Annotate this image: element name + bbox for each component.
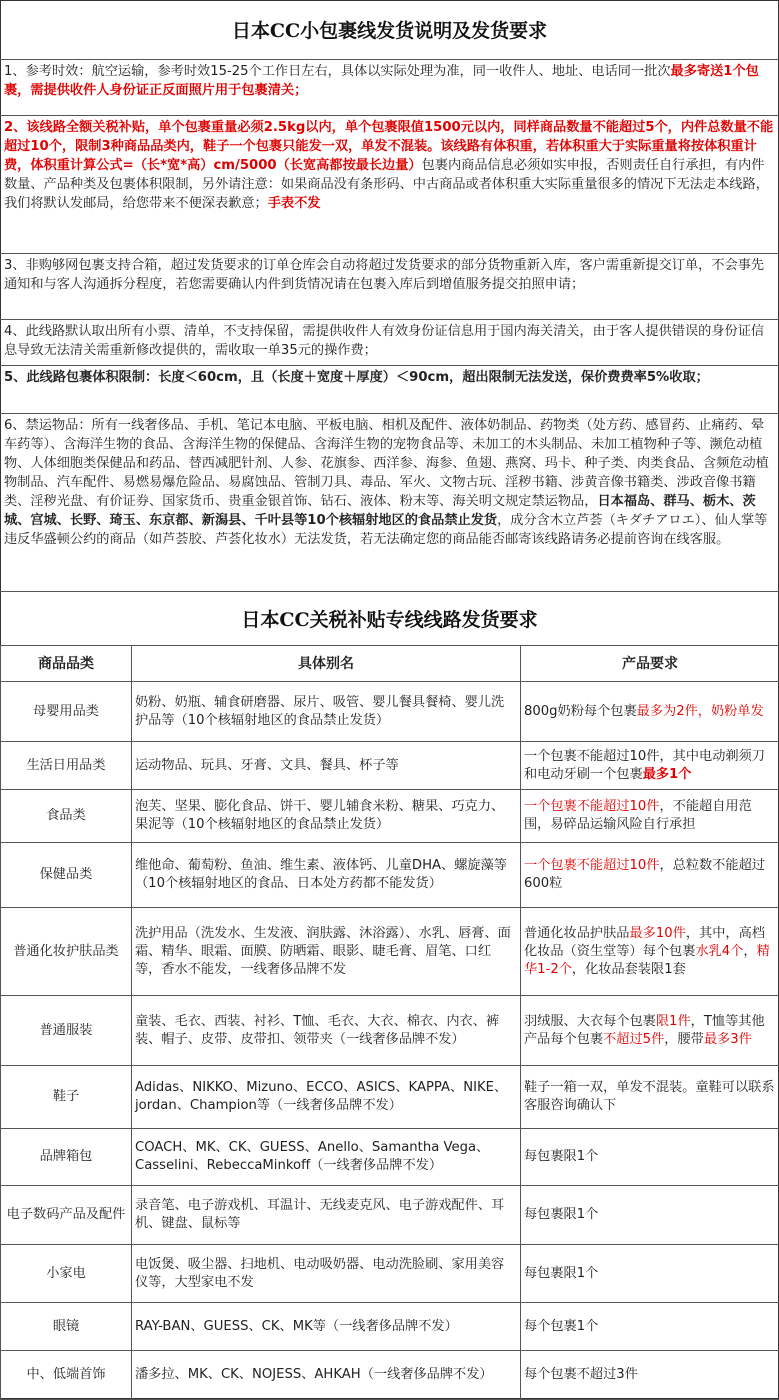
- notice-item-6: [0, 414, 779, 592]
- alias-cell: 洗护用品（洗发水、生发液、润肤露、沐浴露）、水乳、唇膏、面霜、精华、眼霜、面膜、防晒霜、眼影、睫毛膏、眉笔、口红等，香水不能发，一线奢侈品牌不发: [132, 908, 521, 996]
- requirement-cell: 一个包裹不能超过10件，总粒数不能超过600粒: [521, 843, 779, 908]
- alias-cell: 奶粉、奶瓶、辅食研磨器、尿片、吸管、婴儿餐具餐椅、婴儿洗护品等（10个核辐射地区的食品禁止发货）: [132, 682, 521, 742]
- shipping-requirements-table: [0, 645, 779, 1400]
- alias-cell: 童装、毛衣、西装、衬衫、T恤、毛衣、大衣、棉衣、内衣、裤装、帽子、皮带、皮带扣、领带夹（一线奢侈品牌不发）: [132, 996, 521, 1066]
- category-cell: 保健品类: [1, 843, 132, 908]
- table-row: [1, 1186, 779, 1245]
- category-cell: 普通化妆护肤品类: [1, 908, 132, 996]
- notice-title-text: 日本CC小包裹线发货说明及发货要求: [232, 16, 547, 43]
- category-cell: 食品类: [1, 790, 132, 843]
- notice-title: [0, 0, 779, 60]
- notice-item-1: [0, 60, 779, 116]
- alias-cell: 维他命、葡萄粉、鱼油、维生素、液体钙、儿童DHA、螺旋藻等（10个核辐射地区的食品、日本处方药都不能发货）: [132, 843, 521, 908]
- table-row: [1, 1066, 779, 1129]
- category-cell: 眼镜: [1, 1303, 132, 1351]
- table-row: [1, 1245, 779, 1303]
- table-row: [1, 996, 779, 1066]
- table-row: [1, 1303, 779, 1351]
- notice-item-text: 2、该线路全额关税补贴，单个包裹重量必须2.5kg以内，单个包裹限值1500元以内，同样商品数量不能超过5个，内件总数量不能超过10个，限制3种商品品类内，鞋子一个包裹只能发一双，单发不混装。该线路有体积重，若体积重大于实际重量将按体积重计费，体积重计算公式=（长*宽*高）cm/5000（长宽高都按最长边量）包裹内商品信息必须如实申报，否则责任自行承担，有内件数量、产品种类及包裹体积限制，另外请注意：如果商品没有条形码、中古商品或者体积重大实际重量很多的情况下无法走本线路，我们将默认发邮局，给您带来不便深表歉意；手表不发: [0, 116, 779, 213]
- header-category: 商品品类: [1, 646, 132, 682]
- requirement-cell: 每包裹限1个: [521, 1129, 779, 1186]
- notice-item-3: [0, 254, 779, 320]
- alias-cell: 电饭煲、吸尘器、扫地机、电动吸奶器、电动洗脸刷、家用美容仪等，大型家电不发: [132, 1245, 521, 1303]
- header-alias: 具体别名: [132, 646, 521, 682]
- category-cell: 中、低端首饰: [1, 1351, 132, 1400]
- table-row: [1, 790, 779, 843]
- alias-cell: 潘多拉、MK、CK、NOJESS、AHKAH（一线奢侈品牌不发）: [132, 1351, 521, 1400]
- notice-item-text: 5、此线路包裹体积限制：长度＜60cm，且（长度＋宽度＋厚度）＜90cm，超出限制无法发送，保价费费率5%收取；: [0, 366, 779, 387]
- notice-item-text: 4、此线路默认取出所有小票、清单，不支持保留，需提供收件人有效身份证信息用于国内海关清关，由于客人提供错误的身份证信息导致无法清关需重新修改提供的，需收取一单35元的操作费；: [0, 320, 779, 360]
- table-row: [1, 1351, 779, 1400]
- table-row: [1, 682, 779, 742]
- notice-item-text: 6、禁运物品：所有一线奢侈品、手机、笔记本电脑、平板电脑、相机及配件、液体奶制品、药物类（处方药、感冒药、止痛药、晕车药等）、含海洋生物的食品、含海洋生物的保健品、含海洋生物的宠物食品等、未加工的木头制品、未加工植物种子等、濒危动植物、人体细胞类保健品和药品、替西减肥针剂、人参、花旗参、西洋参、海参、鱼翅、燕窝、玛卡、种子类、肉类食品、含频危动植物制品、汽车配件、易燃易爆危险品、易腐蚀品、管制刀具、毒品、军火、文物古玩、淫秽书籍、涉黄音像书籍类、涉政音像书籍类、淫秽光盘、有价证券、国家货币、贵重金银首饰、钻石、液体、粉末等、海关明文规定禁运物品，日本福岛、群马、栃木、茨城、宫城、长野、琦玉、东京都、新潟县、千叶县等10个核辐射地区的食品禁止发货，成分含木立芦荟（キダチアロエ）、仙人掌等违反华盛顿公约的商品（如芦荟胶、芦荟化妆水）无法发货，若无法确定您的商品能否邮寄该线路请务必提前咨询在线客服。: [0, 414, 779, 549]
- notice-item-text: 1、参考时效：航空运输，参考时效15-25个工作日左右，具体以实际处理为准，同一收件人、地址、电话同一批次最多寄送1个包裹，需提供收件人身份证正反面照片用于包裹清关；: [0, 60, 779, 100]
- requirement-cell: 每个包裹不超过3件: [521, 1351, 779, 1400]
- category-cell: 电子数码产品及配件: [1, 1186, 132, 1245]
- requirement-cell: 每包裹限1个: [521, 1186, 779, 1245]
- table-row: [1, 742, 779, 790]
- requirement-cell: 每个包裹1个: [521, 1303, 779, 1351]
- notice-item-2: [0, 116, 779, 254]
- alias-cell: Adidas、NIKKO、Mizuno、ECCO、ASICS、KAPPA、NIKE、jordan、Champion等（一线奢侈品牌不发）: [132, 1066, 521, 1129]
- requirement-cell: 羽绒服、大衣每个包裹限1件，T恤等其他产品每个包裹不超过5件，腰带最多3件: [521, 996, 779, 1066]
- table-title: [0, 592, 779, 645]
- category-cell: 母婴用品类: [1, 682, 132, 742]
- alias-cell: 运动物品、玩具、牙膏、文具、餐具、杯子等: [132, 742, 521, 790]
- alias-cell: RAY-BAN、GUESS、CK、MK等（一线奢侈品牌不发）: [132, 1303, 521, 1351]
- table-title-text: 日本CC关税补贴专线线路发货要求: [241, 605, 537, 632]
- alias-cell: COACH、MK、CK、GUESS、Anello、Samantha Vega、Casselini、RebeccaMinkoff（一线奢侈品牌不发）: [132, 1129, 521, 1186]
- requirement-cell: 鞋子一箱一双，单发不混装。童鞋可以联系客服咨询确认下: [521, 1066, 779, 1129]
- category-cell: 生活日用品类: [1, 742, 132, 790]
- category-cell: 小家电: [1, 1245, 132, 1303]
- table-header-row: [1, 646, 779, 682]
- requirement-cell: 普通化妆品护肤品最多10件，其中，高档化妆品（资生堂等）每个包裹水乳4个，精华1-2个，化妆品套装限1套: [521, 908, 779, 996]
- requirement-cell: 800g奶粉每个包裹最多为2件，奶粉单发: [521, 682, 779, 742]
- table-row: [1, 843, 779, 908]
- category-cell: 品牌箱包: [1, 1129, 132, 1186]
- category-cell: 鞋子: [1, 1066, 132, 1129]
- table-row: [1, 908, 779, 996]
- notice-item-text: 3、非购够网包裹支持合箱，超过发货要求的订单仓库会自动将超过发货要求的部分货物重新入库，客户需重新提交订单，不会事先通知和与客人沟通拆分程度，若您需要确认内件到货情况请在包裹入库后到增值服务提交拍照申请；: [0, 254, 779, 294]
- alias-cell: 泡芙、坚果、膨化食品、饼干、婴儿辅食米粉、糖果、巧克力、果泥等（10个核辐射地区的食品禁止发货）: [132, 790, 521, 843]
- notice-item-4: [0, 320, 779, 366]
- requirement-cell: 每包裹限1个: [521, 1245, 779, 1303]
- requirement-cell: 一个包裹不能超过10件，其中电动剃须刀和电动牙刷一个包裹最多1个: [521, 742, 779, 790]
- alias-cell: 录音笔、电子游戏机、耳温计、无线麦克风、电子游戏配件、耳机、键盘、鼠标等: [132, 1186, 521, 1245]
- category-cell: 普通服装: [1, 996, 132, 1066]
- table-row: [1, 1129, 779, 1186]
- notice-item-5: [0, 366, 779, 414]
- header-requirement: 产品要求: [521, 646, 779, 682]
- requirement-cell: 一个包裹不能超过10件，不能超自用范围，易碎品运输风险自行承担: [521, 790, 779, 843]
